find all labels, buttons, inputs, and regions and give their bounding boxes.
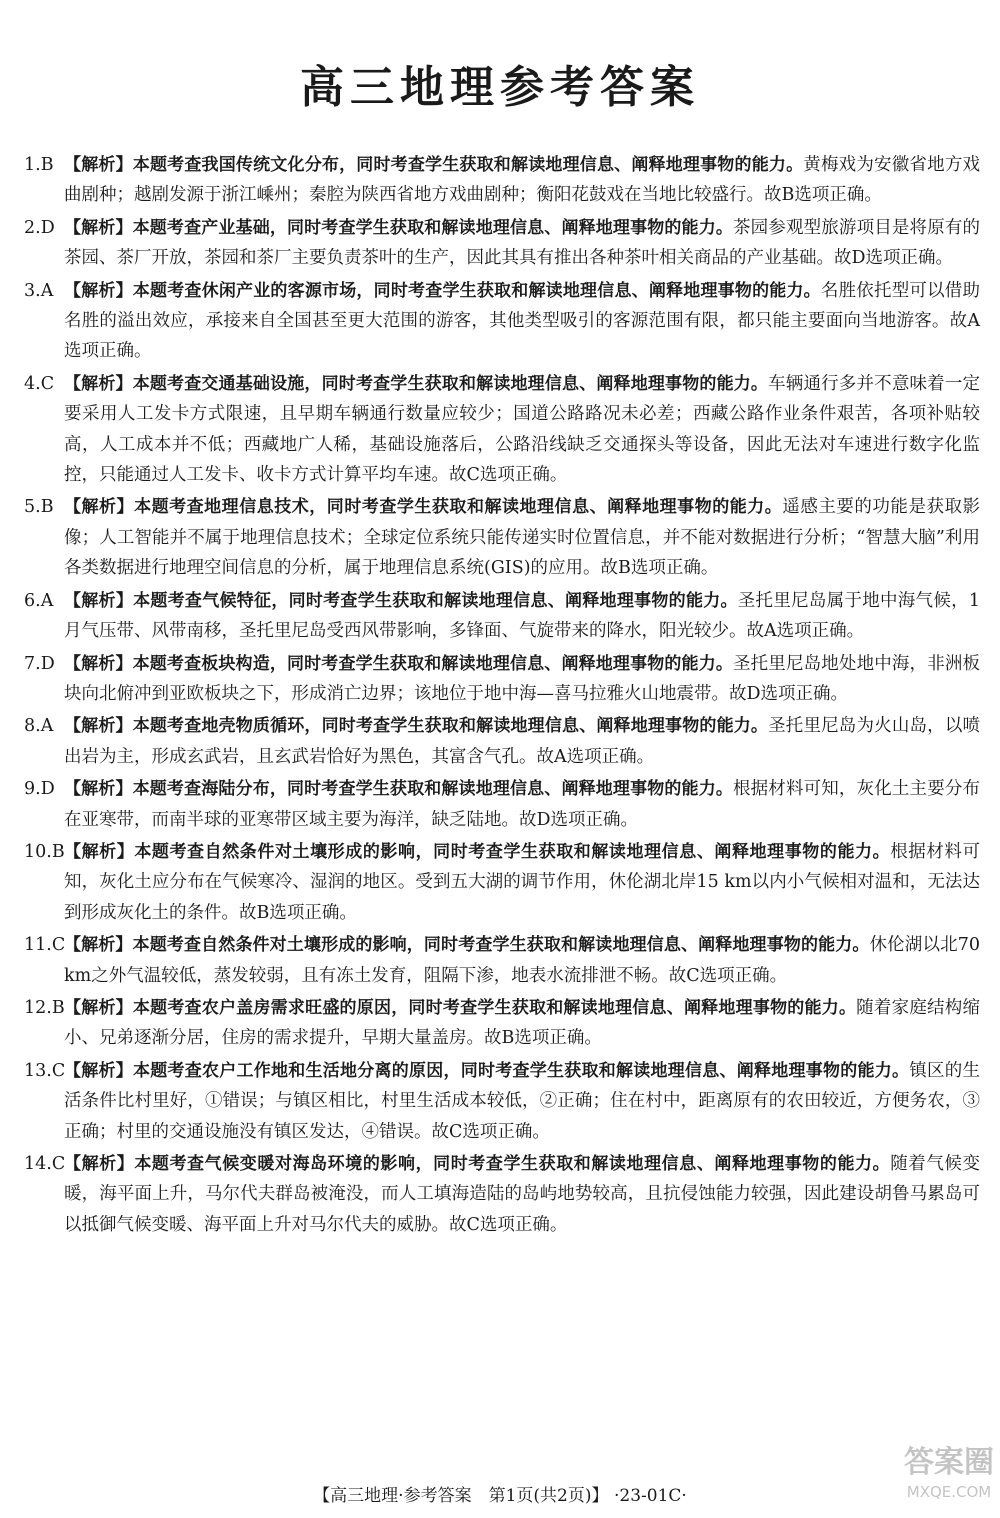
answer-item — [24, 993, 980, 1054]
answer-item — [24, 930, 980, 991]
answer-list — [24, 150, 980, 1242]
answer-item — [24, 492, 980, 583]
page-title: 高三地理参考答案 — [300, 62, 700, 113]
answer-item — [24, 369, 980, 491]
answer-number: 7.D — [24, 653, 55, 674]
answer-item — [24, 586, 980, 647]
answer-heading: 【解析】本题考查休闲产业的客源市场，同时考查学生获取和解读地理信息、阐释地理事物的能力。 — [64, 280, 821, 301]
answer-number: 4.C — [24, 373, 55, 394]
answer-item — [24, 150, 980, 211]
answer-explanation: 车辆通行多并不意味着一定要采用人工发卡方式限速，且早期车辆通行数量应较少；国道公路路况未必差；西藏公路作业条件艰苦，各项补贴较高，人工成本并不低；西藏地广人稀，基础设施落后，公路沿线缺乏交通探头等设备，因此无法对车速进行数字化监控，只能通过人工发卡、收卡方式计算平均车速。故C选项正确。 — [64, 373, 981, 486]
answer-explanation: 镇区的生活条件比村里好，①错误；与镇区相比，村里生活成本较低，②正确；住在村中，距离原有的农田较近，方便务农，③正确；村里的交通设施没有镇区发达，④错误。故C选项正确。 — [64, 1060, 980, 1142]
answer-explanation: 随着气候变暖，海平面上升，马尔代夫群岛被淹没，而人工填海造陆的岛屿地势较高，且抗侵蚀能力较强，因此建设胡鲁马累岛可以抵御气候变暖、海平面上升对马尔代夫的威胁。故C选项正确。 — [64, 1154, 981, 1235]
answer-heading: 【解析】本题考查自然条件对土壤形成的影响，同时考查学生获取和解读地理信息、阐释地理事物的能力。 — [64, 935, 870, 956]
answer-number: 10.B — [24, 841, 65, 862]
answer-number: 13.C — [24, 1060, 66, 1081]
answer-explanation: 名胜依托型可以借助名胜的溢出效应，承接来自全国甚至更大范围的游客，其他类型吸引的客源范围有限，都只能主要面向当地游客。故A选项正确。 — [64, 280, 981, 362]
answer-heading: 【解析】本题考查农户盖房需求旺盛的原因，同时考查学生获取和解读地理信息、阐释地理事物的能力。 — [64, 997, 857, 1018]
answer-explanation: 根据材料可知，灰化土应分布在气候寒冷、湿润的地区。受到五大湖的调节作用，休伦湖北岸15 km以内小气候相对温和，无法达到形成灰化土的条件。故B选项正确。 — [64, 841, 981, 923]
answer-heading: 【解析】本题考查地壳物质循环，同时考查学生获取和解读地理信息、阐释地理事物的能力。 — [64, 716, 769, 737]
answer-item — [24, 213, 980, 274]
answer-explanation: 根据材料可知，灰化土主要分布在亚寒带，而南半球的亚寒带区域主要为海洋，缺乏陆地。故D选项正确。 — [64, 779, 980, 830]
answer-item — [24, 1149, 980, 1240]
answer-item — [24, 276, 980, 367]
answer-number: 9.D — [24, 779, 55, 800]
answer-number: 2.D — [24, 217, 55, 238]
page-footer — [0, 1484, 1000, 1508]
answer-explanation: 休伦湖以北70 km之外气温较低，蒸发较弱，且有冻土发育，阻隔下渗，地表水流排泄不畅。故C选项正确。 — [64, 935, 980, 986]
answer-explanation: 圣托里尼岛地处地中海，非洲板块向北俯冲到亚欧板块之下，形成消亡边界；该地位于地中海—喜马拉雅火山地震带。故D选项正确。 — [64, 653, 980, 704]
answer-heading: 【解析】本题考查交通基础设施，同时考查学生获取和解读地理信息、阐释地理事物的能力。 — [64, 373, 769, 394]
answer-number: 1.B — [24, 155, 54, 175]
watermark-text: 答案圈 — [904, 1445, 994, 1480]
answer-explanation: 圣托里尼岛属于地中海气候，1月气压带、风带南移，圣托里尼岛受西风带影响，多锋面、气旋带来的降水，阳光较少。故A选项正确。 — [64, 590, 981, 642]
answer-heading: 【解析】本题考查板块构造，同时考查学生获取和解读地理信息、阐释地理事物的能力。 — [64, 653, 733, 674]
answer-heading: 【解析】本题考查产业基础，同时考查学生获取和解读地理信息、阐释地理事物的能力。 — [64, 217, 733, 238]
answer-number: 11.C — [24, 935, 66, 956]
answer-number: 12.B — [24, 997, 65, 1018]
answer-number: 14.C — [24, 1154, 66, 1174]
answer-heading: 【解析】本题考查海陆分布，同时考查学生获取和解读地理信息、阐释地理事物的能力。 — [64, 779, 733, 800]
answer-item — [24, 774, 980, 835]
answer-item — [24, 1056, 980, 1147]
footer-code: ·23-01C· — [613, 1486, 687, 1506]
answer-heading: 【解析】本题考查地理信息技术，同时考查学生获取和解读地理信息、阐释地理事物的能力。 — [64, 497, 783, 518]
answer-heading: 【解析】本题考查气候变暖对海岛环境的影响，同时考查学生获取和解读地理信息、阐释地理事物的能力。 — [64, 1154, 891, 1174]
answer-number: 6.A — [24, 590, 54, 611]
answer-heading: 【解析】本题考查自然条件对土壤形成的影响，同时考查学生获取和解读地理信息、阐释地理事物的能力。 — [64, 841, 891, 862]
answer-number: 8.A — [24, 716, 54, 737]
answer-item — [24, 649, 980, 710]
answer-explanation: 圣托里尼岛为火山岛，以喷出岩为主，形成玄武岩，且玄武岩恰好为黑色，其富含气孔。故A选项正确。 — [64, 716, 981, 767]
answer-explanation: 茶园参观型旅游项目是将原有的茶园、茶厂开放，茶园和茶厂主要负责茶叶的生产，因此其具有推出各种茶叶相关商品的产业基础。故D选项正确。 — [64, 217, 980, 269]
answer-number: 5.B — [24, 497, 54, 518]
answer-explanation: 遥感主要的功能是获取影像；人工智能并不属于地理信息技术；全球定位系统只能传递实时位置信息，并不能对数据进行分析；“智慧大脑”利用各类数据进行地理空间信息的分析，属于地理信息系统(GIS)的应用。故B选项正确。 — [64, 497, 981, 579]
answer-item — [24, 837, 980, 928]
answer-heading: 【解析】本题考查气候特征，同时考查学生获取和解读地理信息、阐释地理事物的能力。 — [64, 590, 738, 611]
answer-heading: 【解析】本题考查我国传统文化分布，同时考查学生获取和解读地理信息、阐释地理事物的能力。 — [64, 155, 804, 175]
answer-heading: 【解析】本题考查农户工作地和生活地分离的原因，同时考查学生获取和解读地理信息、阐释地理事物的能力。 — [64, 1060, 910, 1081]
footer-text: 【高三地理·参考答案 第1页(共2页)】 — [313, 1486, 600, 1506]
watermark-logo — [904, 1444, 994, 1514]
answer-number: 3.A — [24, 280, 54, 301]
answer-explanation: 随着家庭结构缩小、兄弟逐渐分居，住房的需求提升，早期大量盖房。故B选项正确。 — [64, 997, 980, 1049]
answer-explanation: 黄梅戏为安徽省地方戏曲剧种；越剧发源于浙江嵊州；秦腔为陕西省地方戏曲剧种；衡阳花鼓戏在当地比较盛行。故B选项正确。 — [64, 155, 981, 206]
watermark-url: MXQE.COM — [906, 1483, 992, 1501]
answer-item — [24, 711, 980, 772]
